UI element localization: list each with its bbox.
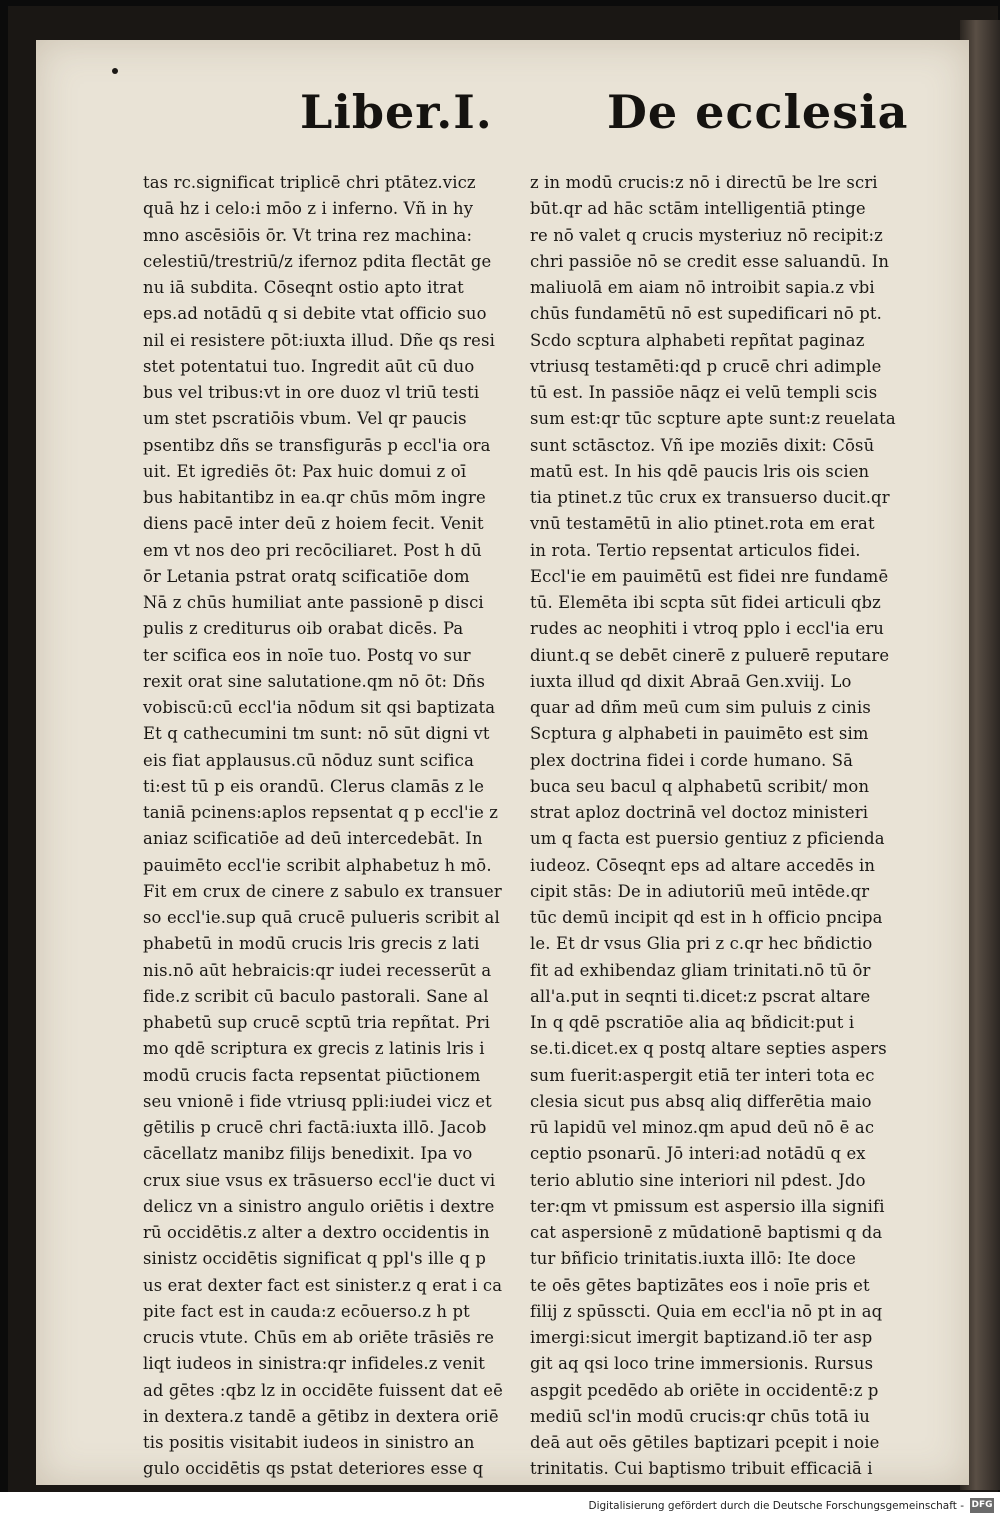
text-line: phabetū in modū crucis lris grecis z lati — [143, 934, 480, 954]
text-line: sunt sctāsctoz. Vñ ipe moziēs dixit: Cōsū — [530, 435, 875, 455]
text-line: rū lapidū vel minoz.qm apud deū nō ē ac — [530, 1118, 875, 1137]
text-line: all'a.put in seqnti ti.dicet:z pscrat altare — [530, 986, 871, 1006]
text-line: bus habitantibz in ea.qr chūs mōm ingre — [143, 488, 486, 507]
text-line: ōr Letania pstrat oratq scificatiōe dom — [143, 566, 470, 586]
text-line: fit ad exhibendaz gliam trinitati.nō tū ōr — [530, 960, 871, 980]
text-line: clesia sicut pus absq aliq differētia maio — [530, 1091, 872, 1111]
text-line: terio ablutio sine interiori nil pdest. Jdo — [530, 1170, 866, 1190]
text-line: cat aspersionē z mūdationē baptismi q da — [530, 1223, 883, 1242]
text-line: se.ti.dicet.ex q postq altare septies aspers — [530, 1039, 887, 1059]
text-line: ti:est tū p eis orandū. Clerus clamās z le — [143, 776, 485, 796]
text-line: z in modū crucis:z nō i directū be lre scri — [530, 173, 878, 192]
text-line: tas rc.significat triplicē chri ptātez.vicz — [143, 173, 476, 192]
text-line: tū. Elemēta ibi scpta sūt fidei articuli qbz — [530, 593, 881, 612]
text-line: bus vel tribus:vt in ore duoz vl triū testi — [143, 383, 480, 402]
text-line: cipit stās: De in adiutoriū meū intēde.qr — [530, 881, 870, 901]
dfg-logo-icon[interactable]: DFG — [970, 1498, 994, 1513]
text-line: imergi:sicut imergit baptizand.iō ter asp — [530, 1328, 873, 1347]
text-line: maliuolā em aiam nō introibit sapia.z vbi — [530, 278, 875, 297]
text-line: modū crucis facta repsentat piūctionem — [143, 1065, 481, 1085]
text-line: psentibz dñs se transfigurās p eccl'ia ora — [143, 435, 491, 455]
text-line: nil ei resistere pōt:iuxta illud. Dñe qs resi — [143, 330, 495, 350]
text-line: sum fuerit:aspergit etiā ter interi tota ec — [530, 1065, 875, 1085]
text-line: Scdo scptura alphabeti repñtat paginaz — [530, 330, 865, 350]
text-line: chūs fundamētū nō est supedificari nō pt. — [530, 304, 883, 324]
text-line: nis.nō aūt hebraicis:qr iudei recesserūt a — [143, 960, 492, 980]
text-line: ceptio psonarū. Jō interi:ad notādū q ex — [530, 1144, 866, 1164]
text-line: ter:qm vt pmissum est aspersio illa signifi — [530, 1196, 885, 1216]
text-line: aniaz scificatiōe ad deū intercedebāt. In — [143, 829, 483, 849]
text-line: tur bñficio trinitatis.iuxta illō: Ite doce — [530, 1249, 856, 1269]
text-line: iudeoz. Cōseqnt eps ad altare accedēs in — [530, 855, 876, 875]
text-column-right — [530, 170, 896, 1479]
text-line: chri passiōe nō se credit esse saluandū. In — [530, 251, 890, 271]
text-line: sinistz occidētis significat q ppl's ille q p — [143, 1249, 487, 1269]
running-head-right: De ecclesia — [607, 85, 909, 139]
text-line: git aq qsi loco trine immersionis. Rursus — [530, 1354, 874, 1374]
text-line: quar ad dñm meū cum sim puluis z cinis — [530, 698, 871, 717]
text-line: gulo occidētis qs pstat deteriores esse q — [143, 1459, 484, 1479]
text-line: crux siue vsus ex trāsuerso eccl'ie duct vi — [143, 1170, 496, 1190]
funding-notice: Digitalisierung gefördert durch die Deutsche Forschungsgemeinschaft - — [588, 1500, 964, 1512]
text-line: delicz vn a sinistro angulo oriētis i dextre — [143, 1196, 495, 1216]
text-line: diens pacē inter deū z hoiem fecit. Venit — [143, 514, 484, 534]
text-line: iuxta illud qd dixit Abraā Gen.xviij. Lo — [530, 671, 852, 691]
text-line: phabetū sup crucē scptū tria repñtat. Pri — [143, 1013, 490, 1032]
text-line: us erat dexter fact est sinister.z q erat i ca — [143, 1275, 503, 1295]
text-line: tia ptinet.z tūc crux ex transuerso ducit.qr — [530, 488, 890, 507]
text-line: um stet pscratiōis vbum. Vel qr paucis — [143, 409, 467, 429]
text-line: rexit orat sine salutatione.qm nō ōt: Dñs — [143, 671, 486, 691]
text-line: crucis vtute. Chūs em ab oriēte trāsiēs re — [143, 1328, 495, 1347]
text-line: sum est:qr tūc scpture apte sunt:z reuelata — [530, 409, 896, 429]
text-line: mo qdē scriptura ex grecis z latinis lris i — [143, 1039, 485, 1059]
text-line: mediū scl'in modū crucis:qr chūs totā iu — [530, 1406, 870, 1426]
text-line: stet potentatui tuo. Ingredit aūt cū duo — [143, 356, 475, 376]
text-line: buca seu bacul q alphabetū scribit/ mon — [530, 776, 870, 796]
text-line: eis fiat applausus.cū nōduz sunt scifica — [143, 750, 475, 770]
text-line: liqt iudeos in sinistra:qr infideles.z venit — [143, 1354, 486, 1374]
text-line: quā hz i celo:i mōo z i inferno. Vñ in hy — [143, 199, 474, 219]
text-line: pulis z crediturus oib orabat dicēs. Pa — [143, 619, 464, 639]
ink-dot — [112, 68, 118, 74]
text-column-left — [143, 170, 503, 1479]
text-line: trinitatis. Cui baptismo tribuit efficaciā i — [530, 1459, 873, 1479]
text-line: in rota. Tertio repsentat articulos fidei. — [530, 540, 861, 560]
text-line: Eccl'ie em pauimētū est fidei nre fundamē — [530, 566, 889, 586]
text-line: tis positis visitabit iudeos in sinistro an — [143, 1433, 475, 1452]
text-line: deā aut oēs gētiles baptizari pcepit i noie — [530, 1433, 880, 1452]
text-line: cācellatz manibz filijs benedixit. Ipa vo — [143, 1144, 473, 1164]
text-line: vtriusq testamēti:qd p crucē chri adimple — [530, 356, 882, 376]
text-line: filij z spūsscti. Quia em eccl'ia nō pt in aq — [530, 1301, 883, 1321]
text-line: rū occidētis.z alter a dextro occidentis in — [143, 1223, 490, 1242]
text-line: te oēs gētes baptizātes eos i noīe pris et — [530, 1275, 870, 1295]
text-line: In q qdē pscratiōe alia aq bñdicit:put i — [530, 1013, 855, 1032]
text-line: uit. Et igrediēs ōt: Pax huic domui z oī — [143, 461, 467, 481]
text-line: in dextera.z tandē a gētibz in dextera oriē — [143, 1406, 499, 1426]
text-line: nu iā subdita. Cōseqnt ostio apto itrat — [143, 278, 464, 297]
text-line: tū est. In passiōe nāqz ei velū templi scis — [530, 383, 878, 402]
text-line: ad gētes :qbz lz in occidēte fuissent dat eē — [143, 1380, 503, 1400]
text-line: em vt nos deo pri recōciliaret. Post h dū — [143, 540, 482, 560]
running-head-left: Liber.I. — [300, 85, 493, 139]
text-line: gētilis p crucē chri factā:iuxta illō. Jacob — [143, 1118, 487, 1137]
text-line: plex doctrina fidei i corde humano. Sā — [530, 750, 854, 770]
text-line: pauimēto eccl'ie scribit alphabetuz h mō. — [143, 855, 492, 875]
text-line: matū est. In his qdē paucis lris ois scien — [530, 461, 870, 481]
text-line: so eccl'ie.sup quā crucē pulueris scribit al — [143, 908, 500, 927]
text-line: taniā pcinens:aplos repsentat q p eccl'ie z — [143, 803, 499, 822]
text-line: Fit em crux de cinere z sabulo ex transuer — [143, 881, 502, 901]
text-line: diunt.q se debēt cinerē z puluerē reputare — [530, 645, 890, 665]
text-line: celestiū/trestriū/z ifernoz pdita flectāt ge — [143, 251, 492, 271]
text-line: pite fact est in cauda:z ecōuerso.z h pt — [143, 1301, 470, 1321]
text-line: mno ascēsiōis ōr. Vt trina rez machina: — [143, 225, 473, 245]
text-line: Et q cathecumini tm sunt: nō sūt digni vt — [143, 724, 490, 744]
text-line: vobiscū:cū eccl'ia nōdum sit qsi baptizata — [143, 698, 496, 717]
text-line: būt.qr ad hāc sctām intelligentiā ptinge — [530, 199, 866, 219]
text-line: ter scifica eos in noīe tuo. Postq vo sur — [143, 645, 471, 665]
text-line: Scptura g alphabeti in pauimēto est sim — [530, 724, 869, 744]
text-line: eps.ad notādū q si debite vtat officio suo — [143, 304, 487, 324]
digitization-footer — [0, 1492, 1000, 1522]
text-line: um q facta est puersio gentiuz z pficienda — [530, 829, 885, 849]
text-line: re nō valet q crucis mysteriuz nō recipit:z — [530, 225, 883, 245]
text-line: le. Et dr vsus Glia pri z c.qr hec bñdictio — [530, 934, 873, 954]
text-line: tūc demū incipit qd est in h officio pncipa — [530, 908, 883, 927]
text-line: vnū testamētū in alio ptinet.rota em erat — [530, 514, 875, 534]
text-line: seu vnionē i fide vtriusq ppli:iudei vicz et — [143, 1091, 492, 1111]
text-line: aspgit pcedēdo ab oriēte in occidentē:z p — [530, 1380, 879, 1400]
text-line: strat aploz doctrinā vel doctoz ministeri — [530, 803, 869, 822]
text-line: rudes ac neophiti i vtroq pplo i eccl'ia eru — [530, 619, 885, 639]
text-line: Nā z chūs humiliat ante passionē p disci — [143, 593, 484, 612]
text-line: fide.z scribit cū baculo pastorali. Sane al — [143, 986, 489, 1006]
